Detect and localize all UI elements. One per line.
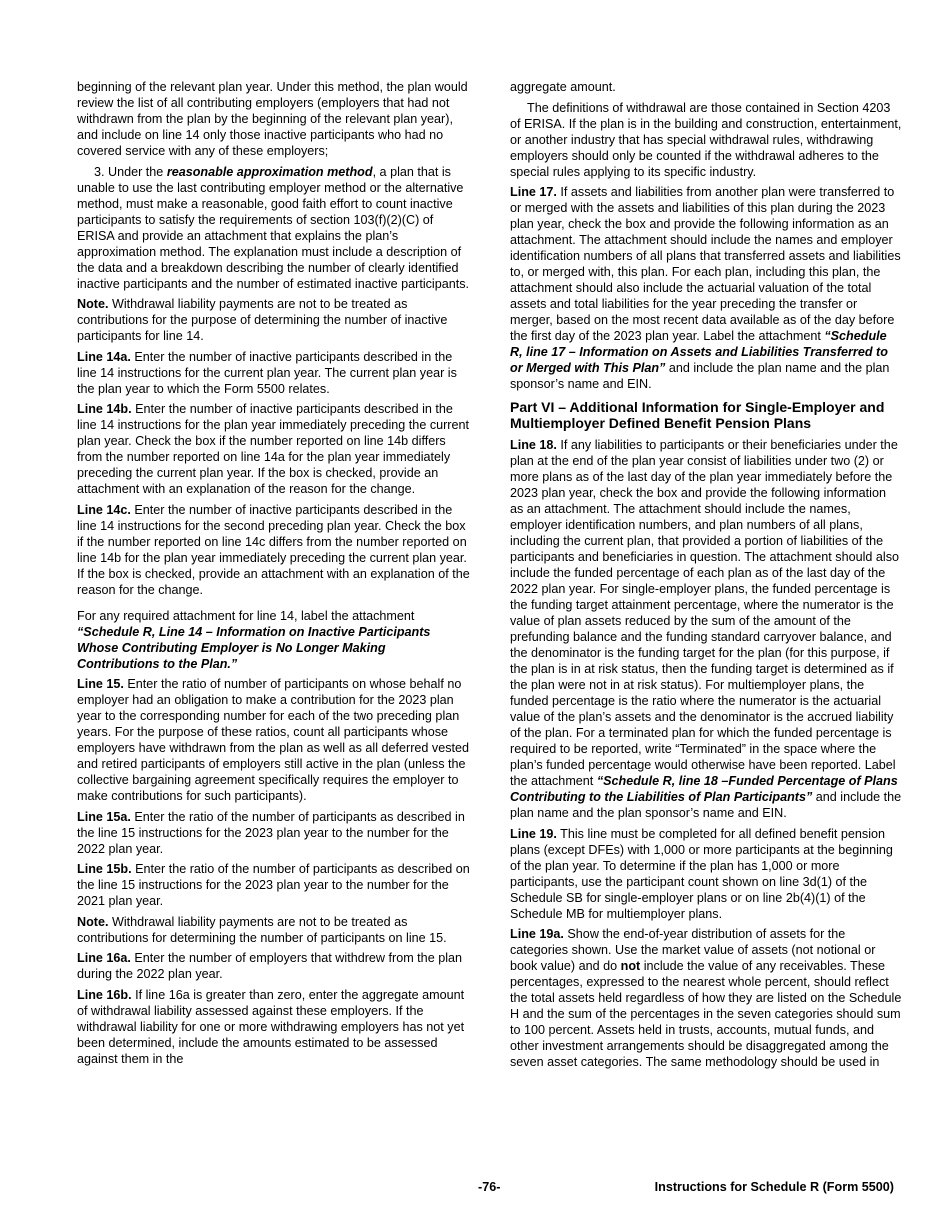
part-vi-heading: Part VI – Additional Information for Single-Employer and Multiemployer Defined Benefit Pension Plans bbox=[510, 399, 885, 431]
note-paragraph: Note. Withdrawal liability payments are not to be treated as contributions for determining the number of participants on line 15. bbox=[77, 914, 447, 945]
line-15-paragraph: Line 15. Enter the ratio of number of participants on whose behalf no employer had an obligation to make a contribution for the 2023 plan year to the corresponding number for each of the two preceding plan years. For the purpose of these ratios, count all participants whose employers have withdrawn from the plan as well as all deferred vested and retired participants of employers still active in the plan (unless the collective bargaining agreement specifically requires the employer to make contributions for such participants). bbox=[77, 677, 469, 803]
attachment-label: “Schedule R, line 18 –Funded Percentage of Plans Contributing to the Liabilities of Plan Participants” bbox=[510, 774, 898, 804]
line-14a-paragraph: Line 14a. Enter the number of inactive participants described in the line 14 instructions for the current plan year. The current plan year is the plan year to which the Form 5500 relates. bbox=[77, 349, 457, 396]
left-column bbox=[77, 79, 470, 1071]
line-15a-paragraph: Line 15a. Enter the ratio of the number of participants as described in the line 15 instructions for the 2023 plan year to the number for the 2022 plan year. bbox=[77, 809, 465, 856]
attachment-label: “Schedule R, Line 14 – Information on Inactive Participants Whose Contributing Employer is No Longer Making Contributions to the Plan.” bbox=[77, 624, 431, 671]
line-heading: Line 14c. bbox=[77, 502, 131, 517]
line-14b-paragraph: Line 14b. Enter the number of inactive participants described in the line 14 instructions for the plan year immediately preceding the current plan year. Check the box if the number reported on line 14b differs from the number reported on line 14a for the plan year immediately preceding the current plan year. If the box is checked, provide an attachment with an explanation of the reason for the change. bbox=[77, 402, 470, 496]
note-label: Note. bbox=[77, 914, 109, 929]
line-heading: Line 16b. bbox=[77, 987, 132, 1002]
note-paragraph: Note. Withdrawal liability payments are not to be treated as contributions for the purpose of determining the number of inactive participants for line 14. bbox=[77, 297, 448, 343]
line-14c-paragraph: Line 14c. Enter the number of inactive participants described in the line 14 instructions for the second preceding plan year. Check the box if the number reported on line 14c differs from the number reported on line 14b for the plan year immediately preceding the current plan year. If the box is checked, provide an attachment with an explanation of the reason for the change. bbox=[77, 502, 470, 597]
page-number: -76- bbox=[478, 1180, 501, 1194]
line-heading: Line 14b. bbox=[77, 402, 132, 416]
line-18-paragraph: Line 18. If any liabilities to participants or their beneficiaries under the plan at the end of the plan year consist of liabilities under two (2) or more plans as of the last day of the plan year immediately before the 2023 plan year, check the box and provide the following information as an attachment. The attachment should include the names, employer identification numbers, and plan numbers of all plans, including the current plan, that provided a portion of liabilities of the participants and beneficiaries in question. The attachment should also include the funded percentage of each plan as of the last day of the 2022 plan year. For single-employer plans, the funded percentage is the funding target attainment percentage, where the numerator is the value of plan assets reduced by the sum of the amount of the prefunding balance and the funding standard carryover balance, and the denominator is the funding target for the plan (for this purpose, if the plan is in at risk status, then the funding target is determined as if the plan were not in at risk status). For multiemployer plans, the funded percentage is the ratio where the numerator is the actuarial value of the plan’s assets and the denominator is the accrued liability of the plan. For a terminated plan for which the funded percentage is required to be reported, write “Terminated” in the space where the plan’s funded percentage would otherwise have been reported. Label the attachment “Schedule R, line 18 –Funded Percentage of Plans Contributing to the Liabilities of Plan Participants” and include the plan name and the plan sponsor’s name and EIN. bbox=[510, 438, 902, 820]
line-19a-paragraph: Line 19a. Show the end-of-year distribution of assets for the categories shown. Use the market value of assets (not notional or book value) and do not include the value of any receivables. These percentages, expressed to the nearest whole percent, should reflect the total assets held regardless of how they are listed on the Schedule H and the sum of the percentages in the seven categories should sum to 100 percent. Assets held in trusts, accounts, mutual funds, and other investment arrangements should be disaggregated among the seven asset categories. The same methodology should be used in bbox=[510, 927, 902, 1069]
withdrawal-definitions-paragraph: The definitions of withdrawal are those contained in Section 4203 of ERISA. If the plan is in the building and construction, entertainment, or another industry that has special withdrawal rules, withdrawing employers should only be counted if the withdrawal adheres to the special rules applying to its specific industry. bbox=[510, 100, 902, 179]
right-column bbox=[510, 79, 902, 1075]
method-term: reasonable approximation method bbox=[166, 164, 373, 179]
line-19-paragraph: Line 19. This line must be completed for all defined benefit pension plans (except DFEs) with 1,000 or more participants at the beginning of the plan year. To determine if the plan has 1,000 or more participants, use the participant count shown on line 3d(1) of the Schedule SB for single-employer plans or on line 2b(4)(1) of the Schedule MB for multiemployer plans. bbox=[510, 826, 893, 921]
line-heading: Line 15. bbox=[77, 677, 124, 691]
emphasis-not: not bbox=[620, 959, 641, 973]
line-heading: Line 19a. bbox=[510, 927, 564, 941]
line-17-paragraph: Line 17. If assets and liabilities from another plan were transferred to or merged with the assets and liabilities of this plan during the 2023 plan year, check the box and provide the following information as an attachment. The attachment should include the names and employer identification numbers of all plans that transferred assets and liabilities to, or merged with, this plan. For each plan, including this plan, the attachment should also include the actuarial valuation of the total assets and total liabilities for the year preceding the transfer or merger, based on the most recent data available as of the day before the first day of the 2023 plan year. Label the attachment “Schedule R, line 17 – Information on Assets and Liabilities Transferred to or Merged with This Plan” and include the plan name and the plan sponsor’s name and EIN. bbox=[510, 185, 901, 391]
document-title: Instructions for Schedule R (Form 5500) bbox=[654, 1180, 894, 1194]
paragraph: aggregate amount. bbox=[510, 80, 616, 94]
paragraph-reasonable-approximation: 3. Under the reasonable approximation method, a plan that is unable to use the last contributing employer method or the alternative method, must make a reasonable, good faith effort to count inactive participants to satisfy the requirements of section 103(f)(2)(C) of ERISA and provide an attachment that explains the plan’s approximation method. The explanation must include a description of the data and a breakdown describing the number of clearly identified inactive participants and the number of estimated inactive participants. bbox=[77, 164, 470, 291]
line-15b-paragraph: Line 15b. Enter the ratio of the number of participants as described on the line 15 instructions for the 2023 plan year to the number for the 2021 plan year. bbox=[77, 862, 470, 908]
line-heading: Line 16a. bbox=[77, 951, 131, 965]
line-heading: Line 17. bbox=[510, 185, 557, 199]
line-16b-paragraph: Line 16b. If line 16a is greater than zero, enter the aggregate amount of withdrawal liability assessed against these employers. If the withdrawal liability for one or more withdrawing employers has not yet been determined, include the amounts estimated to be assessed against them in the bbox=[77, 987, 465, 1066]
line-heading: Line 18. bbox=[510, 438, 557, 452]
line-16a-paragraph: Line 16a. Enter the number of employers that withdrew from the plan during the 2022 plan year. bbox=[77, 951, 463, 981]
line-heading: Line 15a. bbox=[77, 809, 131, 824]
paragraph: beginning of the relevant plan year. Under this method, the plan would review the list of all contributing employers (employers that had not withdrawn from the plan by the beginning of the relevant plan year), and include on line 14 only those inactive participants who had no covered service with any of these employers; bbox=[77, 80, 468, 158]
attachment-label: “Schedule R, line 17 – Information on Assets and Liabilities Transferred to or Merged with This Plan” bbox=[510, 329, 888, 375]
line-heading: Line 15b. bbox=[77, 862, 132, 876]
attachment-14-paragraph: For any required attachment for line 14, label the attachment “Schedule R, Line 14 – Information on Inactive Participants Whose Contributing Employer is No Longer Making Contributions to the Plan.” bbox=[77, 608, 431, 671]
note-label: Note. bbox=[77, 297, 109, 311]
line-heading: Line 19. bbox=[510, 826, 557, 841]
line-heading: Line 14a. bbox=[77, 349, 131, 364]
